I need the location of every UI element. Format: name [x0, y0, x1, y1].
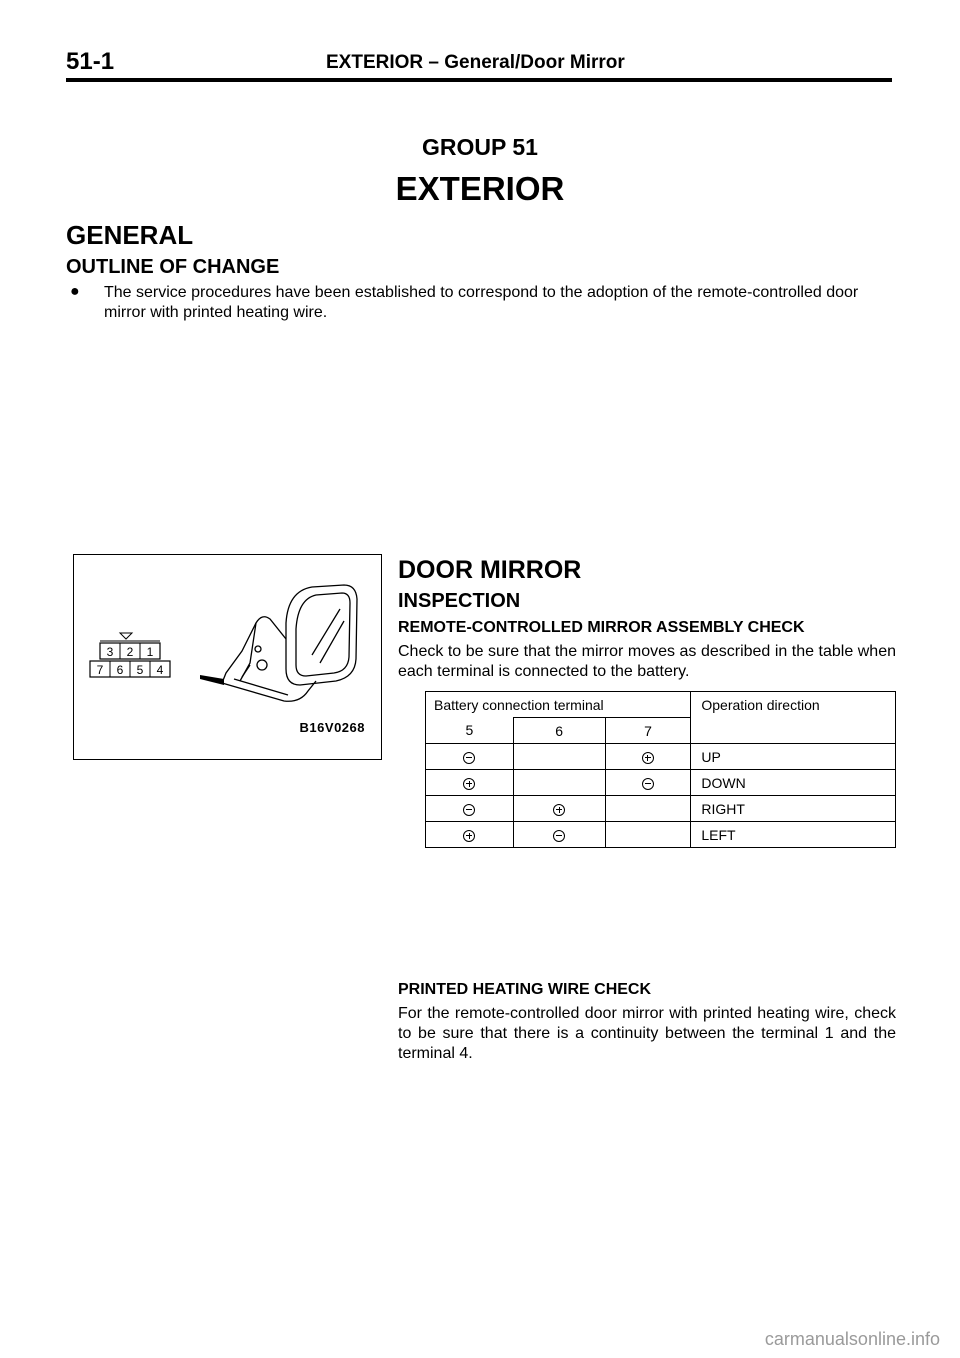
inspection-table [425, 691, 896, 848]
pin-label: 4 [156, 663, 164, 677]
terminal-6: 6 [513, 718, 605, 744]
terminal-5: 5 [426, 718, 514, 744]
cell-plus-icon [426, 822, 514, 848]
pin-label: 7 [96, 663, 104, 677]
table-row [426, 770, 896, 796]
direction-up: UP [691, 744, 896, 770]
pin-label: 2 [126, 645, 134, 659]
group-label: GROUP 51 [422, 134, 538, 160]
cell-minus-icon [426, 796, 514, 822]
cell-minus-icon [426, 744, 514, 770]
heating-check-text: For the remote-controlled door mirror with printed heating wire, check to be sure that there is a continuity between the terminal 1 and the terminal 4. [398, 1005, 896, 1062]
direction-down: DOWN [691, 770, 896, 796]
heating-check-title: PRINTED HEATING WIRE CHECK [398, 981, 652, 998]
outline-bullet-text: The service procedures have been established to correspond to the adoption of the remote-controlled door mirror with printed heating wire. [104, 284, 859, 321]
cell-plus-icon [605, 744, 691, 770]
table-header-row [426, 692, 896, 718]
page-header-title: EXTERIOR – General/Door Mirror [326, 52, 625, 73]
cell-plus-icon [513, 796, 605, 822]
terminal-7: 7 [605, 718, 691, 744]
pin-label: 3 [106, 645, 114, 659]
group-name: EXTERIOR [395, 170, 565, 207]
cell-minus-icon [605, 770, 691, 796]
watermark: carmanualsonline.info [764, 1329, 940, 1349]
header-battery-connection: Battery connection terminal [426, 692, 691, 718]
direction-right: RIGHT [691, 796, 896, 822]
table-row [426, 822, 896, 848]
table-row [426, 744, 896, 770]
pin-label: 5 [136, 663, 144, 677]
cell-minus-icon [513, 822, 605, 848]
cell-plus-icon [426, 770, 514, 796]
pin-label: 6 [116, 663, 124, 677]
figure-code: B16V0268 [299, 720, 365, 735]
outline-heading: OUTLINE OF CHANGE [66, 256, 280, 278]
pin-label: 1 [146, 645, 154, 659]
direction-left: LEFT [691, 822, 896, 848]
page-number: 51-1 [66, 48, 115, 75]
header-rule [66, 78, 892, 82]
inspection-heading: INSPECTION [398, 590, 521, 612]
connector-icon [90, 633, 170, 677]
remote-check-text: Check to be sure that the mirror moves as described in the table when each terminal is connected to the battery. [398, 643, 896, 680]
bullet-icon: ● [70, 283, 80, 300]
arrow-icon [200, 675, 224, 685]
door-mirror-heading: DOOR MIRROR [398, 556, 582, 584]
table-row [426, 796, 896, 822]
header-operation-direction: Operation direction [691, 692, 896, 744]
general-heading: GENERAL [66, 220, 194, 250]
remote-check-title: REMOTE-CONTROLLED MIRROR ASSEMBLY CHECK [398, 619, 805, 636]
door-mirror-figure [73, 554, 382, 760]
mirror-icon [222, 585, 357, 701]
